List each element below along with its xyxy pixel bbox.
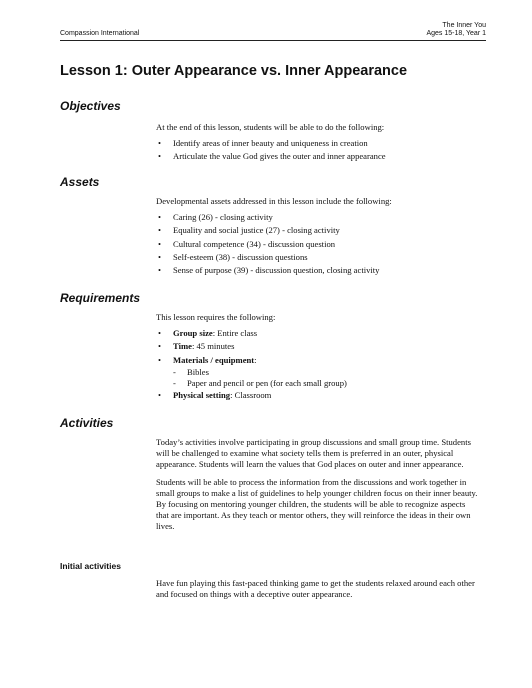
list-item <box>156 389 478 402</box>
requirements-section <box>156 312 478 402</box>
assets-list <box>156 211 478 277</box>
activities-paragraph: Students will be able to process the information from the discussions and work together in small groups to make a list of guidelines to help younger children focus on their inner beauty. By focusing on mentoring younger children, the students will be able to recognize aspects that are important. As they teach or mentor others, they will reinforce the ideas in their own lives. <box>156 477 478 531</box>
requirements-list <box>156 327 478 402</box>
list-item: • Sense of purpose (39) - discussion question, closing activity <box>156 264 478 277</box>
header-organization: Compassion International <box>60 30 140 37</box>
materials-value: : <box>254 354 257 365</box>
initial-activities-paragraph: Have fun playing this fast-paced thinking game to get the students relaxed around each other and focused on things with a deceptive outer appearance. <box>156 578 475 599</box>
page-header <box>60 22 486 41</box>
group-size-label: Group size <box>173 328 213 338</box>
initial-activities-heading: Initial activities <box>60 561 121 571</box>
time-label: Time <box>173 341 192 352</box>
header-course-info <box>426 22 486 38</box>
requirements-heading: Requirements <box>60 291 141 305</box>
activities-paragraph: Today’s activities involve participating in group discussions and small group time. Students will be challenged to examine what society tells them is preferred in an outer, physical appearance. Students will learn the values that God places on outer and inner appearance. <box>156 437 471 469</box>
time-value: : 45 minutes <box>191 341 235 352</box>
objectives-intro: At the end of this lesson, students will be able to do the following: <box>156 122 385 132</box>
list-item <box>156 354 478 389</box>
list-item: • Self-esteem (38) - discussion questions <box>156 251 478 264</box>
lesson-title: Lesson 1: Outer Appearance vs. Inner Appearance <box>60 63 408 79</box>
list-item: - Paper and pencil or pen (for each small group) <box>173 378 478 389</box>
physical-setting-value: : Classroom <box>230 389 272 400</box>
list-item <box>156 340 478 353</box>
physical-setting-label: Physical setting <box>173 389 231 400</box>
list-item: • Caring (26) - closing activity <box>156 211 478 224</box>
materials-label: Materials / equipment <box>173 354 255 365</box>
group-size-value: : Entire class <box>212 328 258 338</box>
header-course-title: The Inner You <box>442 22 486 29</box>
assets-heading: Assets <box>60 175 100 189</box>
objectives-heading: Objectives <box>60 99 121 113</box>
list-item: • Identify areas of inner beauty and uniqueness in creation <box>156 137 478 150</box>
list-item <box>156 327 478 340</box>
initial-activities-section <box>156 578 478 600</box>
objectives-list <box>156 137 478 164</box>
requirements-intro: This lesson requires the following: <box>156 312 276 322</box>
materials-list <box>173 367 478 389</box>
list-item: • Articulate the value God gives the outer and inner appearance <box>156 150 478 163</box>
assets-intro: Developmental assets addressed in this lesson include the following: <box>156 196 392 206</box>
activities-section <box>156 437 478 532</box>
activities-heading: Activities <box>60 416 114 430</box>
list-item: - Bibles <box>173 367 478 378</box>
objectives-section <box>156 122 478 164</box>
header-course-age: Ages 15-18, Year 1 <box>426 30 486 37</box>
list-item: • Cultural competence (34) - discussion question <box>156 238 478 251</box>
assets-section <box>156 196 478 277</box>
list-item: • Equality and social justice (27) - closing activity <box>156 224 478 237</box>
